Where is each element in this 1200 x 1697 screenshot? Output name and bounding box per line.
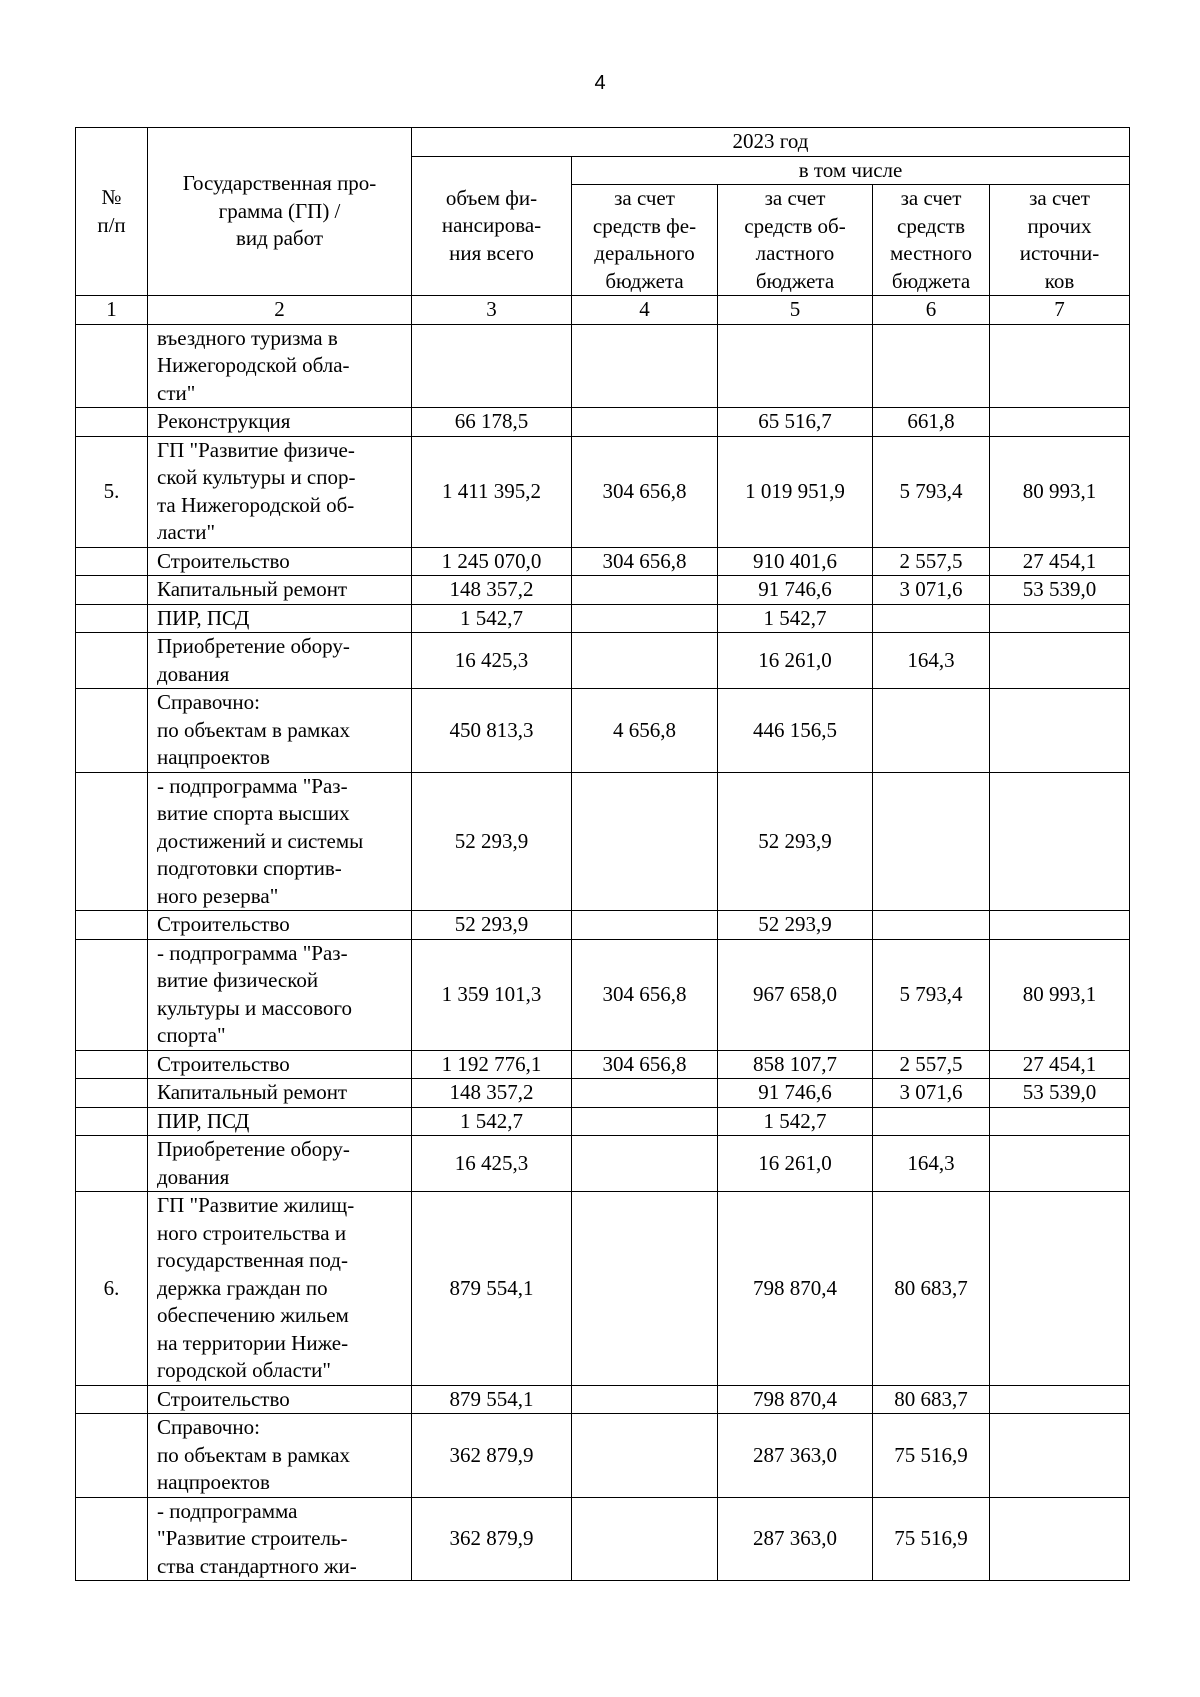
other-amount bbox=[990, 408, 1130, 437]
other-amount: 27 454,1 bbox=[990, 547, 1130, 576]
total-amount: 52 293,9 bbox=[412, 911, 572, 940]
federal-amount bbox=[572, 1136, 718, 1192]
federal-amount bbox=[572, 576, 718, 605]
other-amount: 80 993,1 bbox=[990, 939, 1130, 1050]
header-including: в том числе bbox=[572, 156, 1130, 185]
regional-amount: 446 156,5 bbox=[718, 689, 873, 773]
total-amount: 148 357,2 bbox=[412, 576, 572, 605]
row-name: Капитальный ремонт bbox=[148, 1079, 412, 1108]
other-amount bbox=[990, 911, 1130, 940]
row-number bbox=[76, 1136, 148, 1192]
row-name: Капитальный ремонт bbox=[148, 576, 412, 605]
table-row bbox=[76, 324, 1130, 408]
table-row bbox=[76, 633, 1130, 689]
row-name: ПИР, ПСД bbox=[148, 1107, 412, 1136]
local-amount bbox=[873, 324, 990, 408]
regional-amount: 1 542,7 bbox=[718, 1107, 873, 1136]
row-name: ПИР, ПСД bbox=[148, 604, 412, 633]
table-row bbox=[76, 1414, 1130, 1498]
total-amount: 16 425,3 bbox=[412, 1136, 572, 1192]
other-amount bbox=[990, 1414, 1130, 1498]
local-amount: 2 557,5 bbox=[873, 1050, 990, 1079]
row-number: 6. bbox=[76, 1192, 148, 1386]
federal-amount bbox=[572, 1414, 718, 1498]
column-number: 3 bbox=[412, 296, 572, 325]
regional-amount: 91 746,6 bbox=[718, 576, 873, 605]
other-amount: 80 993,1 bbox=[990, 436, 1130, 547]
table-row bbox=[76, 939, 1130, 1050]
table-row bbox=[76, 1385, 1130, 1414]
federal-amount: 304 656,8 bbox=[572, 547, 718, 576]
regional-amount: 287 363,0 bbox=[718, 1414, 873, 1498]
local-amount: 75 516,9 bbox=[873, 1497, 990, 1581]
table-row bbox=[76, 1079, 1130, 1108]
total-amount: 1 542,7 bbox=[412, 604, 572, 633]
row-name: ГП "Развитие физиче- ской культуры и спор- та Нижегородской об- ласти" bbox=[148, 436, 412, 547]
local-amount: 5 793,4 bbox=[873, 436, 990, 547]
total-amount: 1 542,7 bbox=[412, 1107, 572, 1136]
other-amount bbox=[990, 1192, 1130, 1386]
federal-amount bbox=[572, 1079, 718, 1108]
table-row bbox=[76, 604, 1130, 633]
row-number bbox=[76, 547, 148, 576]
federal-amount: 304 656,8 bbox=[572, 436, 718, 547]
federal-amount bbox=[572, 911, 718, 940]
table-row bbox=[76, 1136, 1130, 1192]
other-amount bbox=[990, 1497, 1130, 1581]
local-amount: 80 683,7 bbox=[873, 1192, 990, 1386]
row-number bbox=[76, 1414, 148, 1498]
table-row bbox=[76, 408, 1130, 437]
other-amount bbox=[990, 689, 1130, 773]
local-amount bbox=[873, 689, 990, 773]
row-number bbox=[76, 689, 148, 773]
federal-amount bbox=[572, 604, 718, 633]
federal-amount bbox=[572, 1385, 718, 1414]
row-name: - подпрограмма "Раз- витие физической культуры и массового спорта" bbox=[148, 939, 412, 1050]
header-local: за счет средств местного бюджета bbox=[873, 185, 990, 296]
local-amount bbox=[873, 772, 990, 911]
total-amount: 450 813,3 bbox=[412, 689, 572, 773]
local-amount: 164,3 bbox=[873, 1136, 990, 1192]
regional-amount bbox=[718, 324, 873, 408]
regional-amount: 1 019 951,9 bbox=[718, 436, 873, 547]
row-name: Строительство bbox=[148, 1385, 412, 1414]
table-row bbox=[76, 911, 1130, 940]
other-amount: 53 539,0 bbox=[990, 576, 1130, 605]
table-row bbox=[76, 1192, 1130, 1386]
local-amount bbox=[873, 1107, 990, 1136]
row-name: Справочно: по объектам в рамках нацпроектов bbox=[148, 1414, 412, 1498]
header-program: Государственная про- грамма (ГП) / вид работ bbox=[148, 128, 412, 296]
table-row bbox=[76, 772, 1130, 911]
header-year: 2023 год bbox=[412, 128, 1130, 157]
row-name: Справочно: по объектам в рамках нацпроектов bbox=[148, 689, 412, 773]
row-name: Строительство bbox=[148, 911, 412, 940]
total-amount: 879 554,1 bbox=[412, 1385, 572, 1414]
local-amount bbox=[873, 911, 990, 940]
total-amount: 362 879,9 bbox=[412, 1497, 572, 1581]
row-name: ГП "Развитие жилищ- ного строительства и государственная под- держка граждан по обеспечению жильем на территории Ниже- городской области" bbox=[148, 1192, 412, 1386]
total-amount: 1 359 101,3 bbox=[412, 939, 572, 1050]
other-amount bbox=[990, 633, 1130, 689]
total-amount: 879 554,1 bbox=[412, 1192, 572, 1386]
budget-table bbox=[75, 127, 1130, 1581]
federal-amount bbox=[572, 408, 718, 437]
column-number: 4 bbox=[572, 296, 718, 325]
local-amount: 80 683,7 bbox=[873, 1385, 990, 1414]
federal-amount bbox=[572, 1107, 718, 1136]
other-amount bbox=[990, 772, 1130, 911]
regional-amount: 798 870,4 bbox=[718, 1385, 873, 1414]
column-number: 7 bbox=[990, 296, 1130, 325]
total-amount: 1 245 070,0 bbox=[412, 547, 572, 576]
regional-amount: 858 107,7 bbox=[718, 1050, 873, 1079]
regional-amount: 52 293,9 bbox=[718, 911, 873, 940]
page-number: 4 bbox=[594, 72, 606, 94]
row-name: Реконструкция bbox=[148, 408, 412, 437]
row-number bbox=[76, 1050, 148, 1079]
regional-amount: 967 658,0 bbox=[718, 939, 873, 1050]
column-number: 5 bbox=[718, 296, 873, 325]
federal-amount bbox=[572, 772, 718, 911]
federal-amount bbox=[572, 633, 718, 689]
row-number bbox=[76, 772, 148, 911]
header-total: объем фи- нансирова- ния всего bbox=[412, 156, 572, 296]
row-number bbox=[76, 911, 148, 940]
row-name: Строительство bbox=[148, 1050, 412, 1079]
regional-amount: 65 516,7 bbox=[718, 408, 873, 437]
row-name: Приобретение обору- дования bbox=[148, 1136, 412, 1192]
row-number bbox=[76, 1079, 148, 1108]
federal-amount bbox=[572, 1192, 718, 1386]
local-amount bbox=[873, 604, 990, 633]
row-name: Приобретение обору- дования bbox=[148, 633, 412, 689]
row-number bbox=[76, 408, 148, 437]
regional-amount: 798 870,4 bbox=[718, 1192, 873, 1386]
column-number: 1 bbox=[76, 296, 148, 325]
regional-amount: 16 261,0 bbox=[718, 1136, 873, 1192]
row-number bbox=[76, 604, 148, 633]
regional-amount: 52 293,9 bbox=[718, 772, 873, 911]
other-amount bbox=[990, 1385, 1130, 1414]
row-number bbox=[76, 633, 148, 689]
row-name: въездного туризма в Нижегородской обла- сти" bbox=[148, 324, 412, 408]
table-row bbox=[76, 547, 1130, 576]
total-amount: 148 357,2 bbox=[412, 1079, 572, 1108]
regional-amount: 16 261,0 bbox=[718, 633, 873, 689]
table-row bbox=[76, 689, 1130, 773]
row-number bbox=[76, 939, 148, 1050]
other-amount: 27 454,1 bbox=[990, 1050, 1130, 1079]
other-amount bbox=[990, 1136, 1130, 1192]
row-name: - подпрограмма "Раз- витие спорта высших достижений и системы подготовки спортив- ного резерва" bbox=[148, 772, 412, 911]
local-amount: 75 516,9 bbox=[873, 1414, 990, 1498]
column-number-row bbox=[76, 296, 1130, 325]
table-row bbox=[76, 576, 1130, 605]
row-number bbox=[76, 1497, 148, 1581]
total-amount: 52 293,9 bbox=[412, 772, 572, 911]
header-federal: за счет средств фе- дерального бюджета bbox=[572, 185, 718, 296]
total-amount: 16 425,3 bbox=[412, 633, 572, 689]
other-amount bbox=[990, 1107, 1130, 1136]
row-number bbox=[76, 576, 148, 605]
row-number bbox=[76, 1385, 148, 1414]
total-amount bbox=[412, 324, 572, 408]
total-amount: 1 411 395,2 bbox=[412, 436, 572, 547]
total-amount: 362 879,9 bbox=[412, 1414, 572, 1498]
table-row bbox=[76, 436, 1130, 547]
local-amount: 5 793,4 bbox=[873, 939, 990, 1050]
total-amount: 1 192 776,1 bbox=[412, 1050, 572, 1079]
column-number: 6 bbox=[873, 296, 990, 325]
column-number: 2 bbox=[148, 296, 412, 325]
local-amount: 2 557,5 bbox=[873, 547, 990, 576]
regional-amount: 287 363,0 bbox=[718, 1497, 873, 1581]
regional-amount: 1 542,7 bbox=[718, 604, 873, 633]
local-amount: 3 071,6 bbox=[873, 576, 990, 605]
local-amount: 661,8 bbox=[873, 408, 990, 437]
local-amount: 164,3 bbox=[873, 633, 990, 689]
total-amount: 66 178,5 bbox=[412, 408, 572, 437]
row-name: - подпрограмма "Развитие строитель- ства стандартного жи- bbox=[148, 1497, 412, 1581]
row-number bbox=[76, 324, 148, 408]
table-row bbox=[76, 1107, 1130, 1136]
table-row bbox=[76, 1050, 1130, 1079]
regional-amount: 910 401,6 bbox=[718, 547, 873, 576]
local-amount: 3 071,6 bbox=[873, 1079, 990, 1108]
header-regional: за счет средств об- ластного бюджета bbox=[718, 185, 873, 296]
header-num: № п/п bbox=[76, 128, 148, 296]
federal-amount bbox=[572, 324, 718, 408]
other-amount bbox=[990, 604, 1130, 633]
table-row bbox=[76, 1497, 1130, 1581]
federal-amount bbox=[572, 1497, 718, 1581]
row-number bbox=[76, 1107, 148, 1136]
federal-amount: 304 656,8 bbox=[572, 1050, 718, 1079]
regional-amount: 91 746,6 bbox=[718, 1079, 873, 1108]
other-amount: 53 539,0 bbox=[990, 1079, 1130, 1108]
row-name: Строительство bbox=[148, 547, 412, 576]
other-amount bbox=[990, 324, 1130, 408]
row-number: 5. bbox=[76, 436, 148, 547]
federal-amount: 304 656,8 bbox=[572, 939, 718, 1050]
federal-amount: 4 656,8 bbox=[572, 689, 718, 773]
header-other: за счет прочих источни- ков bbox=[990, 185, 1130, 296]
